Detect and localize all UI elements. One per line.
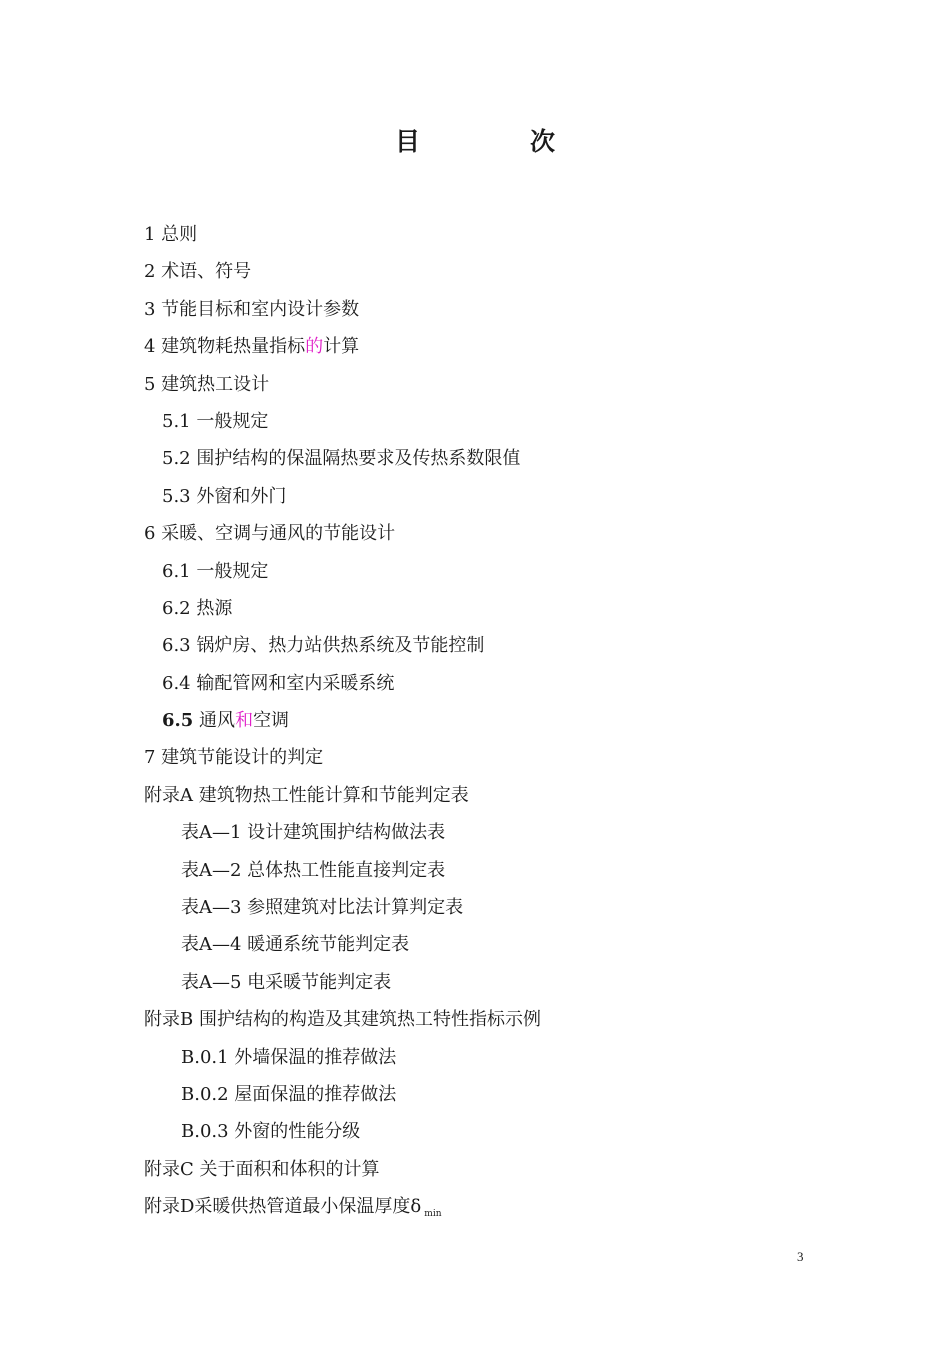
toc-item-6-2[interactable]: 6.2 热源 — [162, 597, 233, 619]
toc-item-5-1[interactable]: 5.1 一般规定 — [162, 410, 269, 432]
toc-item-6-5[interactable]: 6.5 通风和空调 — [162, 710, 290, 732]
toc-item-appendix-c[interactable]: 附录C 关于面积和体积的计算 — [144, 1158, 380, 1180]
highlighted-char: 和 — [235, 710, 254, 732]
toc-item-5-2[interactable]: 5.2 围护结构的保温隔热要求及传热系数限值 — [162, 448, 521, 470]
title-char-1: 目 — [394, 127, 420, 156]
title-char-2: 次 — [530, 127, 556, 156]
toc-item-b01[interactable]: B.0.1 外墙保温的推荐做法 — [181, 1046, 397, 1068]
toc-item-1[interactable]: 1 总则 — [144, 224, 198, 245]
table-of-contents — [144, 216, 844, 1226]
toc-item-appendix-d[interactable]: 附录D采暖供热管道最小保温厚度δ $_{min}$ — [144, 1196, 442, 1220]
highlighted-char: 的 — [305, 336, 324, 358]
toc-item-table-a3[interactable]: 表A—3 参照建筑对比法计算判定表 — [181, 897, 464, 919]
subscript-min: min — [424, 1209, 442, 1220]
page-number: 3 — [797, 1249, 804, 1264]
toc-item-5-3[interactable]: 5.3 外窗和外门 — [162, 485, 287, 507]
toc-item-appendix-b[interactable]: 附录B 围护结构的构造及其建筑热工特性指标示例 — [144, 1009, 541, 1031]
toc-item-table-a4[interactable]: 表A—4 暖通系统节能判定表 — [181, 934, 410, 956]
toc-item-b03[interactable]: B.0.3 外窗的性能分级 — [181, 1121, 361, 1143]
toc-item-appendix-a[interactable]: 附录A 建筑物热工性能计算和节能判定表 — [144, 784, 469, 806]
toc-item-b02[interactable]: B.0.2 屋面保温的推荐做法 — [181, 1083, 397, 1105]
toc-item-6[interactable]: 6 采暖、空调与通风的节能设计 — [144, 523, 396, 545]
toc-item-3[interactable]: 3 节能目标和室内设计参数 — [144, 298, 360, 320]
page-title — [0, 122, 950, 158]
toc-item-2[interactable]: 2 术语、符号 — [144, 261, 252, 283]
toc-item-6-3[interactable]: 6.3 锅炉房、热力站供热系统及节能控制 — [162, 635, 485, 657]
toc-item-table-a5[interactable]: 表A—5 电采暖节能判定表 — [181, 971, 392, 993]
toc-item-6-4[interactable]: 6.4 输配管网和室内采暖系统 — [162, 672, 395, 694]
toc-item-6-1[interactable]: 6.1 一般规定 — [162, 560, 269, 582]
toc-item-4[interactable]: 4 建筑物耗热量指标的计算 — [144, 336, 360, 358]
toc-item-5[interactable]: 5 建筑热工设计 — [144, 373, 270, 395]
toc-item-table-a2[interactable]: 表A—2 总体热工性能直接判定表 — [181, 859, 446, 881]
toc-item-table-a1[interactable]: 表A—1 设计建筑围护结构做法表 — [181, 822, 446, 844]
toc-item-7[interactable]: 7 建筑节能设计的判定 — [144, 747, 324, 769]
